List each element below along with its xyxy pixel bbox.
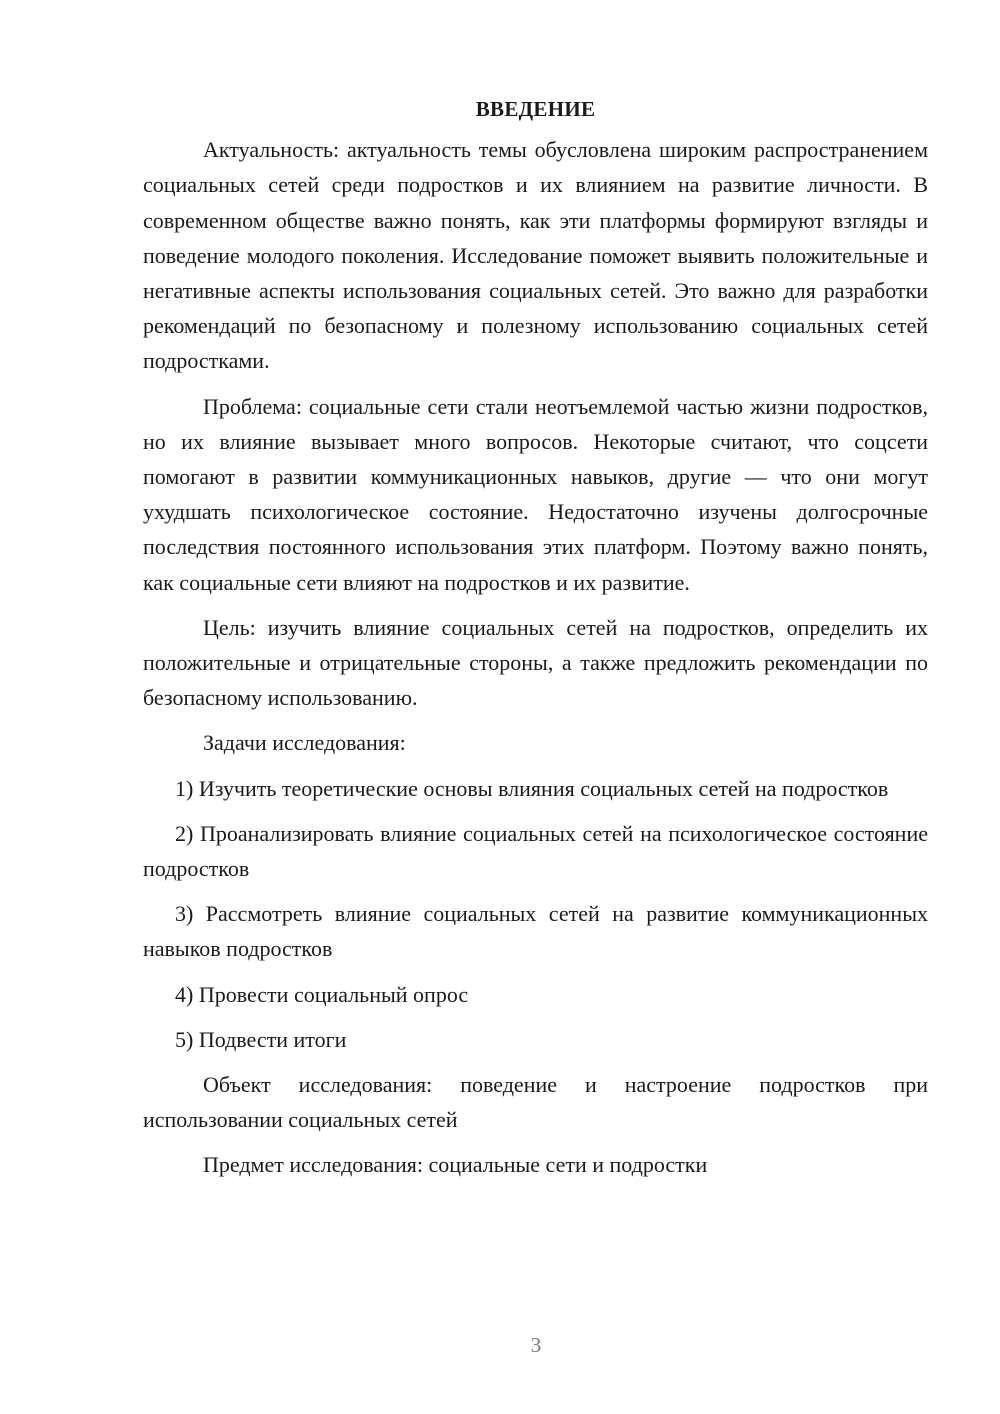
tasks-heading: Задачи исследования: [203,730,406,756]
list-item: 4) Провести социальный опрос [175,981,469,1007]
list-item: 1) Изучить теоретические основы влияния социальных сетей на подростков [175,775,889,801]
section-title: ВВЕДЕНИЕ [475,97,596,121]
paragraph-goal: Цель: изучить влияние социальных сетей на подростков, определить их положительные и отрицательные стороны, а также предложить рекомендации по безопасному использованию. [143,614,928,711]
paragraph-relevance: Актуальность: актуальность темы обусловлена широким распространением социальных сетей среди подростков и их влиянием на развитие личности. В современном обществе важно понять, как эти платформы формируют взгляды и поведение молодого поколения. Исследование поможет выявить положительные и негативные аспекты использования социальных сетей. Это важно для разработки рекомендаций по безопасному и полезному использованию социальных сетей подростками. [143,137,928,374]
document-page [143,92,928,1183]
list-item: 2) Проанализировать влияние социальных сетей на психологическое состояние подростков [143,820,928,882]
page-number: 3 [530,1333,542,1357]
paragraph-object: Объект исследования: поведение и настроение подростков при использовании социальных сетей [143,1072,928,1133]
tasks-list [143,771,928,1057]
list-item: 5) Подвести итоги [175,1026,347,1052]
paragraph-problem: Проблема: социальные сети стали неотъемлемой частью жизни подростков, но их влияние вызывает много вопросов. Некоторые считают, что соцсети помогают в развитии коммуникационных навыков, другие — что они могут ухудшать психологическое состояние. Недостаточно изучены долгосрочные последствия постоянного использования этих платформ. Поэтому важно понять, как социальные сети влияют на подростков и их развитие. [143,393,928,595]
list-item: 3) Рассмотреть влияние социальных сетей на развитие коммуникационных навыков подростков [143,901,928,962]
paragraph-subject: Предмет исследования: социальные сети и подростки [203,1152,708,1178]
